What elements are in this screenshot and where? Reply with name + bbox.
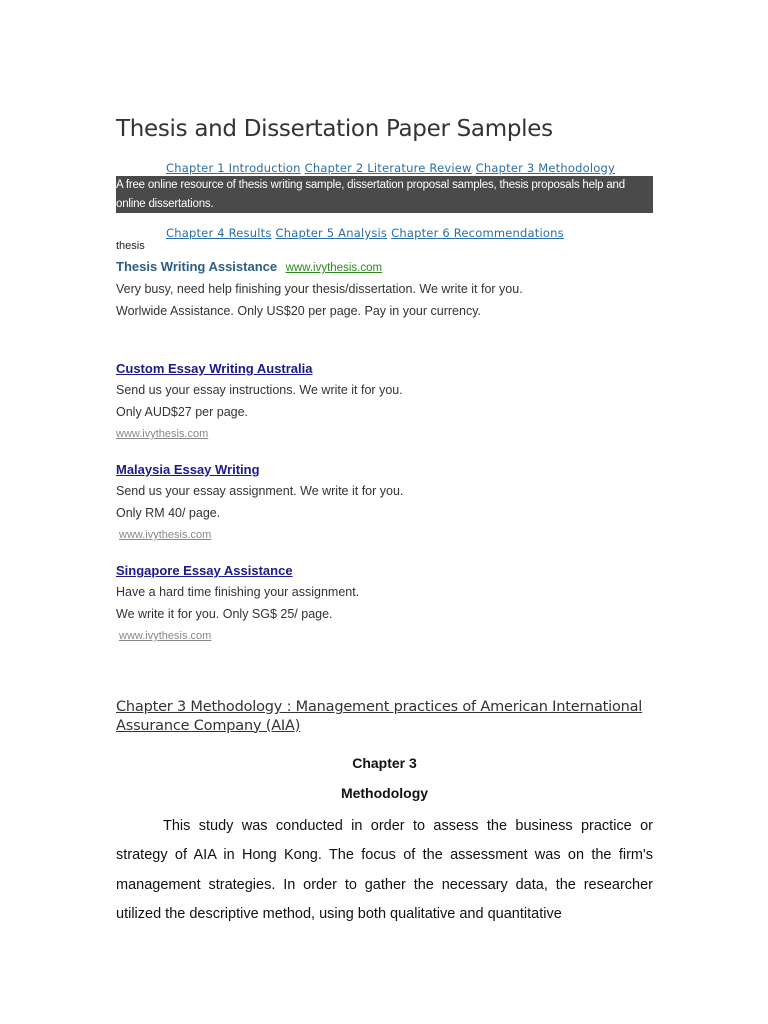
ad-url-link[interactable]: www.ivythesis.com [116, 428, 209, 440]
chapter-nav-row-1 [166, 161, 619, 175]
page-title: Thesis and Dissertation Paper Samples [116, 116, 553, 142]
chapter-nav-row-2 [166, 226, 568, 240]
ad-text-line: Only AUD$27 per page. [116, 405, 249, 419]
chapter-label: Chapter 3 [352, 755, 417, 771]
thesis-label: thesis [116, 240, 145, 252]
section-label: Methodology [340, 785, 429, 801]
chapter-2-link[interactable]: Chapter 2 Literature Review [304, 161, 472, 175]
ad-title-link[interactable]: Malaysia Essay Writing [116, 462, 260, 477]
ad-text-line: Very busy, need help finishing your thesis/dissertation. We write it for you. [116, 282, 523, 296]
ad-title-link[interactable]: Custom Essay Writing Australia [116, 361, 313, 376]
ad-text-line: We write it for you. Only SG$ 25/ page. [116, 607, 333, 621]
ad-singapore-essay [116, 561, 653, 647]
article-heading: Chapter 3 Methodology : Management practices of American International Assurance Company (AIA) [116, 699, 643, 734]
chapter-4-link[interactable]: Chapter 4 Results [166, 226, 272, 240]
site-description-banner: A free online resource of thesis writing sample, dissertation proposal samples, thesis proposals help and online dissertations. [116, 176, 653, 213]
ad-text-line: Have a hard time finishing your assignment. [116, 585, 360, 599]
ad-title-link[interactable]: Singapore Essay Assistance [116, 563, 293, 578]
chapter-3-link[interactable]: Chapter 3 Methodology [475, 161, 615, 175]
ad-malaysia-essay [116, 460, 653, 546]
ad-text-line: Send us your essay instructions. We write it for you. [116, 383, 403, 397]
ad-url-link[interactable]: www.ivythesis.com [119, 630, 212, 642]
ad-text-line: Only RM 40/ page. [116, 506, 221, 520]
ad-thesis-writing [116, 257, 653, 322]
ad-text-line: Worlwide Assistance. Only US$20 per page. Pay in your currency. [116, 304, 481, 318]
ad-url-link[interactable]: www.ivythesis.com [119, 529, 212, 541]
ad-custom-essay-australia [116, 359, 653, 445]
ad-url-link[interactable]: www.ivythesis.com [285, 262, 383, 274]
chapter-5-link[interactable]: Chapter 5 Analysis [275, 226, 388, 240]
ad-title-link[interactable]: Thesis Writing Assistance [116, 259, 278, 274]
chapter-6-link[interactable]: Chapter 6 Recommendations [391, 226, 564, 240]
ad-text-line: Send us your essay assignment. We write it for you. [116, 484, 404, 498]
chapter-1-link[interactable]: Chapter 1 Introduction [166, 161, 301, 175]
article-body: This study was conducted in order to assess the business practice or strategy of AIA in Hong Kong. The focus of the assessment was on the firm's management strategies. In order to gather the necessary data, the researcher utilized the descriptive method, using both qualitative and quantitative [116, 818, 653, 923]
